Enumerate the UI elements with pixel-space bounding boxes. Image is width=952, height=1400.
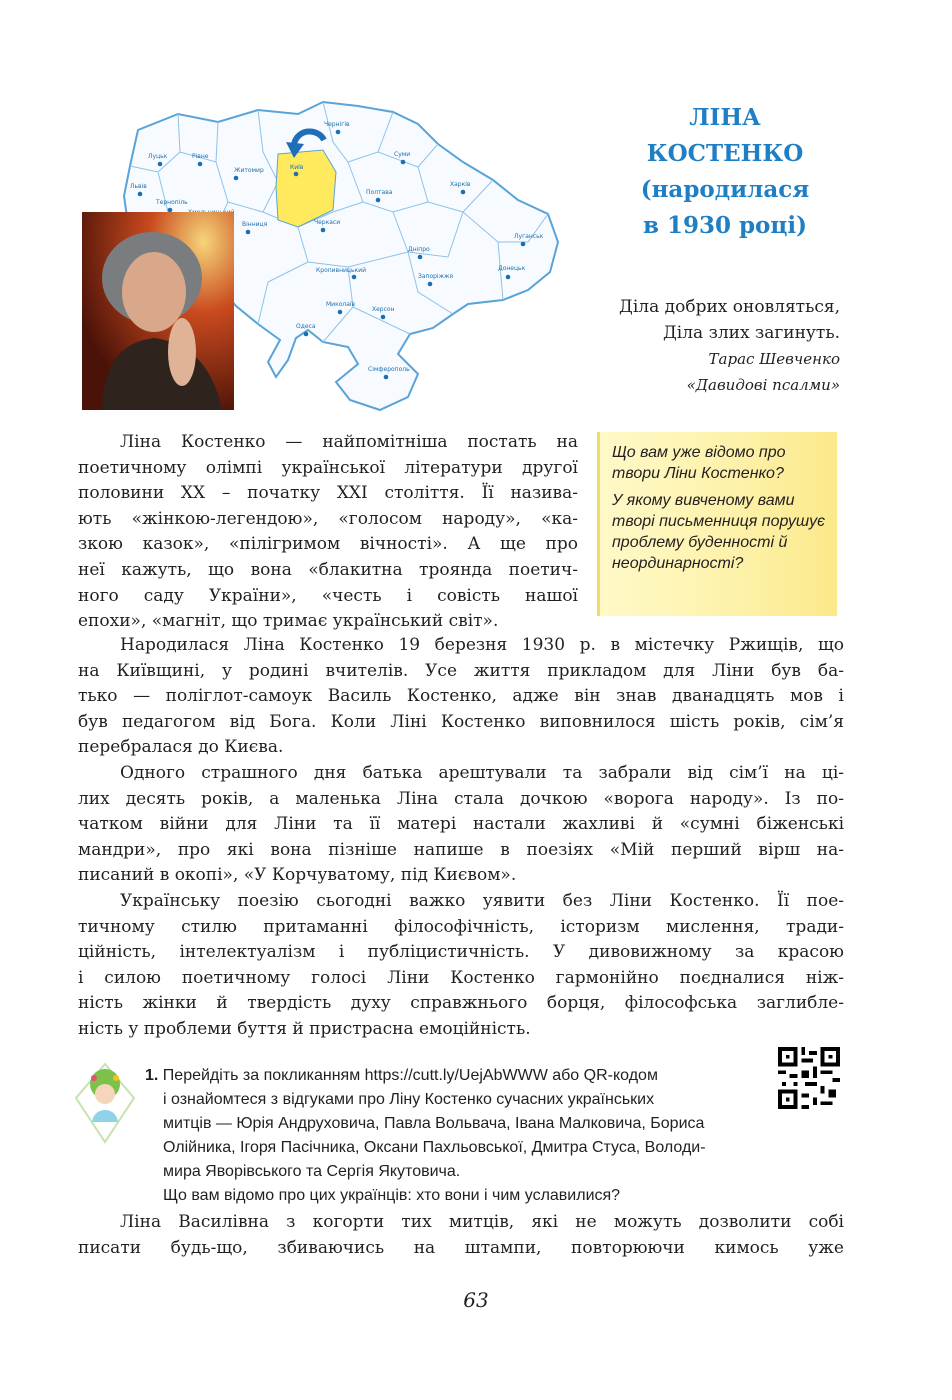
svg-text:Дніпро: Дніпро	[408, 246, 430, 253]
text-line: неї кажуть, що вона «блакитна троянда поетич-	[78, 559, 578, 580]
task-line: Перейдіть за покликанням https://cutt.ly/UejAbWWW або QR-кодом	[162, 1067, 658, 1084]
paragraph-1	[78, 430, 578, 635]
svg-text:Луганськ: Луганськ	[514, 233, 544, 240]
text-line: писаний в окопі», «У Корчуватому, під Києвом».	[78, 865, 517, 886]
task-line: і ознайомтеся з відгуками про Ліну Костенко сучасних українських	[163, 1091, 655, 1108]
svg-text:Донецьк: Донецьк	[498, 265, 526, 272]
text-line: половини XX – початку XXI століття. Її назива-	[78, 483, 578, 504]
svg-text:Рівне: Рівне	[192, 153, 209, 160]
svg-text:Суми: Суми	[394, 151, 411, 158]
text-line: тичному стилю притаманні філософічність, історизм мислення, тради-	[78, 916, 844, 937]
svg-text:Одеса: Одеса	[296, 323, 316, 330]
text-line: на Київщині, у родині вчителів. Усе життя прикладом для Ліни був ба-	[78, 660, 844, 681]
text-line: Одного страшного дня батька арештували та забрали від сім’ї на ці-	[120, 762, 844, 783]
text-line: Ліна Костенко — найпомітніша постать на	[120, 432, 578, 452]
svg-text:Вінниця: Вінниця	[242, 221, 268, 228]
text-line: писати будь-що, збиваючись на штампи, повторюючи кимось уже	[78, 1237, 844, 1258]
text-line: ційність, інтелектуалізм і публіцистичність. У дивовижному за красою	[78, 942, 844, 963]
text-line: тько — поліглот-самоук Василь Костенко, адже він знав дванадцять мов і	[78, 686, 844, 707]
svg-text:Житомир: Житомир	[234, 167, 264, 174]
text-line: ного саду України», «честь і совість нашої	[78, 585, 578, 606]
svg-text:Тернопіль: Тернопіль	[156, 199, 188, 206]
svg-text:Луцьк: Луцьк	[148, 153, 168, 160]
epigraph-line-2: Діла злих загинуть.	[662, 323, 840, 343]
text-line: і силою поетичному голосі Ліни Костенко гармонійно поєдналися ніж-	[78, 967, 844, 988]
text-line: Ліна Василівна з когорти тих митців, які не можуть дозволити собі	[120, 1212, 844, 1232]
text-line: зкою казок», «пілігримом вічності». А ще про	[78, 534, 578, 555]
task-line: Що вам відомо про цих українців: хто вони і чим уславилися?	[163, 1187, 621, 1204]
task-line: мира Яворівського та Сергія Якутовича.	[163, 1163, 461, 1180]
epigraph-author: Тарас Шевченко	[708, 350, 840, 368]
title-line-1: ЛІНА	[689, 104, 761, 131]
epigraph-line-1: Діла добрих оновляться,	[619, 297, 840, 317]
text-line: Українську поезію сьогодні важко уявити без Ліни Костенко. Її пое-	[120, 890, 844, 911]
svg-text:Запоріжжя: Запоріжжя	[418, 273, 454, 280]
svg-text:Миколаїв: Миколаїв	[326, 301, 356, 308]
girl-wreath-icon	[74, 1062, 136, 1144]
title-line-4: в 1930 році)	[642, 212, 808, 239]
text-line: ність жінки й твердість духу справжнього борця, філософська заглибле-	[78, 993, 844, 1014]
page-number: 63	[463, 1288, 489, 1312]
question-1: Що вам уже відомо про твори Ліни Костенко?	[612, 444, 786, 482]
text-line: чатком війни для Ліни та її матері настали жахливі й «сумні біженські	[78, 814, 844, 835]
text-line: ють «жінкою-легендою», «голосом народу», «ка-	[78, 508, 578, 529]
text-line: перебралася до Києва.	[78, 737, 284, 758]
title-line-3: (народилася	[640, 176, 810, 203]
svg-text:Полтава: Полтава	[366, 189, 393, 196]
question-box	[597, 432, 837, 616]
task-block	[145, 1064, 835, 1208]
task-line: митців — Юрія Андруховича, Павла Вольвача, Івана Малковича, Бориса	[163, 1115, 705, 1132]
paragraph-5	[78, 1210, 844, 1261]
question-2: У якому вивченому вами творі письменниця порушує проблему буденності й неординарності?	[612, 492, 826, 572]
svg-text:Кропивницький: Кропивницький	[316, 267, 366, 274]
svg-text:Херсон: Херсон	[372, 306, 395, 313]
text-line: поетичному олімпі української літератури другої	[78, 457, 578, 478]
text-line: Народилася Ліна Костенко 19 березня 1930 р. в містечку Ржищів, що	[120, 635, 844, 655]
title-line-2: КОСТЕНКО	[646, 140, 804, 167]
svg-text:Сімферополь: Сімферополь	[368, 366, 410, 373]
text-line: епохи», «магніт, що тримає український світ».	[78, 611, 499, 632]
svg-text:Львів: Львів	[130, 183, 147, 190]
text-line: був педагогом від Бога. Коли Ліні Костенко виповнилося шість років, сім’я	[78, 711, 844, 732]
svg-text:Черкаси: Черкаси	[314, 219, 341, 226]
author-title	[590, 100, 860, 244]
svg-text:Харків: Харків	[450, 181, 471, 188]
text-line: лих десять років, а маленька Ліна стала дочкою «ворога народу». Із по-	[78, 788, 844, 809]
task-line: Олійника, Ігоря Пасічника, Оксани Пахльовської, Дмитра Стуса, Володи-	[163, 1139, 706, 1156]
task-number: 1.	[145, 1067, 159, 1084]
svg-text:Київ: Київ	[290, 164, 304, 171]
text-line: ність у проблеми буття й пристрасна емоційність.	[78, 1018, 531, 1039]
text-line: мандри», про які вона пізніше напише в поезіях «Мій перший вірш на-	[78, 839, 844, 860]
epigraph	[619, 294, 840, 398]
svg-text:Чернігів: Чернігів	[324, 121, 350, 128]
qr-code[interactable]	[777, 1047, 841, 1109]
portrait-photo	[82, 212, 234, 410]
body-text	[78, 633, 844, 1043]
epigraph-source: «Давидові псалми»	[686, 376, 840, 394]
